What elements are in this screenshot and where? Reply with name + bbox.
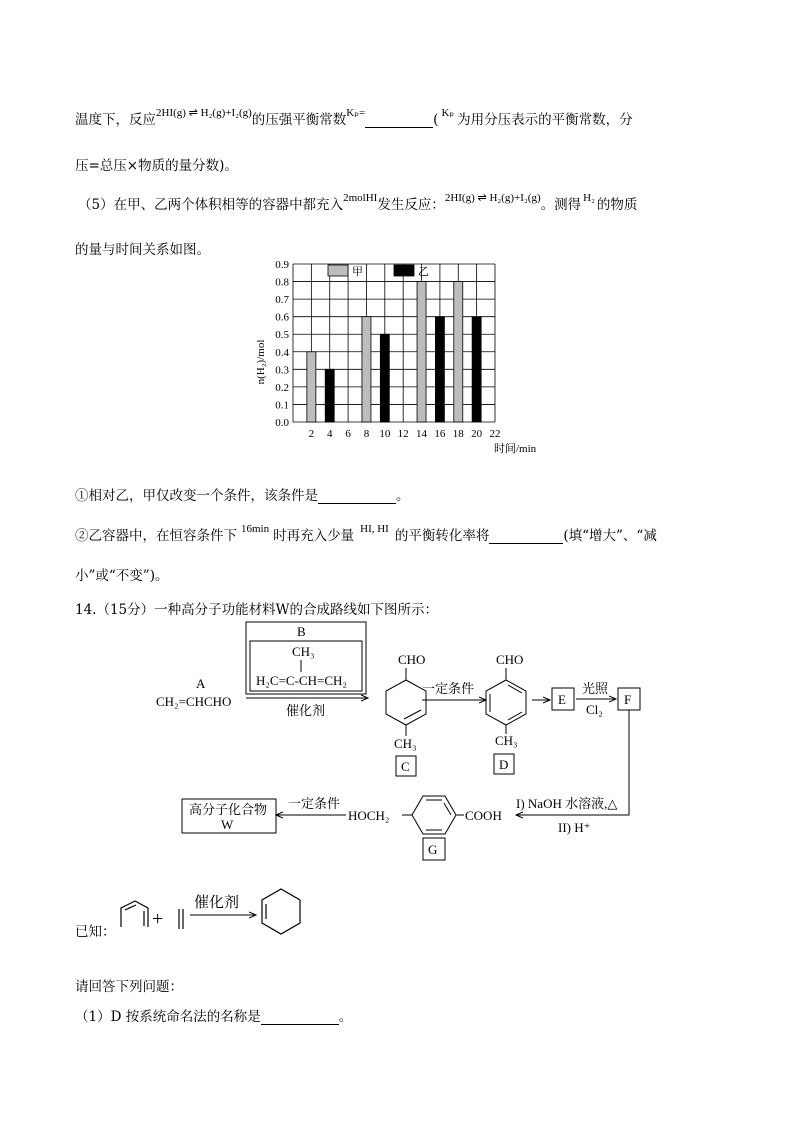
q13-sub2-line2: 小”或“不变”)。 <box>75 568 169 584</box>
bar-乙-4 <box>325 369 334 422</box>
q13-line2: 压=总压×物质的量分数)。 <box>75 158 238 174</box>
compound-c-label: C <box>401 759 410 774</box>
part5-mid: 发生反应： <box>377 197 445 213</box>
y-tick-0: 0.0 <box>275 417 289 429</box>
compound-d-cho: CHO <box>496 652 524 667</box>
legend-swatch-乙 <box>394 265 414 276</box>
compound-g-ring <box>412 796 456 834</box>
x-tick-0: 2 <box>308 428 315 440</box>
synthesis-scheme <box>150 618 650 868</box>
compound-a-label: A <box>196 676 206 691</box>
condition-label-2: 一定条件 <box>288 796 341 811</box>
part5-intro: （5）在甲、乙两个体积相等的容器中都充入 <box>78 197 344 213</box>
compound-b-ch3: CH₃ <box>292 644 315 659</box>
y-tick-5: 0.5 <box>275 329 289 342</box>
compound-g-left: HOCH₂ <box>348 808 390 823</box>
part5-equation: 2HI(g) ⇌ H₂(g)+I₂(g) <box>444 192 541 204</box>
part5-after: 。测得 <box>540 197 582 213</box>
chart-grid <box>293 264 495 422</box>
sub1-end: 。 <box>396 488 410 504</box>
q13-sub2 <box>75 524 657 544</box>
sub1-text: ①相对乙，甲仅改变一个条件，该条件是 <box>75 488 318 504</box>
sub2-options: (填“增大”、“减 <box>563 528 657 544</box>
bar-甲-2 <box>307 352 316 422</box>
x-tick-3: 8 <box>363 428 370 440</box>
y-tick-3: 0.3 <box>275 364 289 377</box>
compound-w-line2: W <box>221 817 234 832</box>
compound-d-double-1 <box>508 685 522 693</box>
compound-g-label: G <box>428 842 438 857</box>
q13-line1-mid: 的压强平衡常数 <box>251 112 347 128</box>
x-tick-1: 4 <box>326 428 333 440</box>
known-label: 已知： <box>75 924 116 940</box>
catalyst-label: 催化剂 <box>286 703 326 718</box>
answer-blank-name[interactable] <box>261 1010 339 1025</box>
known-catalyst: 催化剂 <box>194 895 240 911</box>
bar-乙-20 <box>472 317 481 422</box>
chart-legend <box>328 265 429 278</box>
part5-amount: 2molHI <box>343 192 378 204</box>
x-tick-10: 22 <box>489 428 501 440</box>
chart-y-ticks <box>275 259 289 429</box>
q13-line1 <box>75 108 633 128</box>
compound-a-formula: CH₂=CHCHO <box>156 694 232 709</box>
x-tick-7: 16 <box>434 428 446 440</box>
y-tick-1: 0.1 <box>275 399 289 412</box>
y-tick-2: 0.2 <box>275 381 289 394</box>
y-tick-8: 0.8 <box>275 276 289 289</box>
legend-swatch-甲 <box>328 265 348 276</box>
sub2-tail: 的平衡转化率将 <box>394 528 490 544</box>
y-tick-9: 0.9 <box>275 259 289 271</box>
sub2-mid: 时再充入少量 <box>273 528 355 544</box>
x-tick-5: 12 <box>397 428 409 440</box>
y-tick-7: 0.7 <box>275 294 289 307</box>
q14-sub1 <box>75 1005 352 1025</box>
bar-甲-18 <box>454 282 463 422</box>
q13-line1-equation: 2HI(g) ⇌ H₂(g)+I₂(g) <box>156 107 252 119</box>
compound-b-formula: H₂C=C-CH=CH₂ <box>256 673 347 688</box>
h2-amount-bar-chart <box>248 252 548 457</box>
chart-x-ticks <box>309 428 501 440</box>
compound-c-cho: CHO <box>398 652 426 667</box>
part5-tail: 的物质 <box>596 197 638 213</box>
answer-blank-kp[interactable] <box>365 113 433 128</box>
bar-乙-16 <box>435 317 444 422</box>
cyclohexene-ring <box>262 889 300 934</box>
compound-d-double-2 <box>508 712 522 720</box>
bar-乙-10 <box>380 334 389 422</box>
kp-symbol-2: Kₚ <box>441 107 455 119</box>
q13-line1-suffix: 为用分压表示的平衡常数，分 <box>457 112 633 128</box>
compound-f-label: F <box>624 692 632 707</box>
q14-sub1-text: （1）D 按系统命名法的名称是 <box>75 1009 261 1025</box>
compound-b-label: B <box>297 624 306 639</box>
condition-label-1: 一定条件 <box>422 681 475 696</box>
q14-sub1-end: 。 <box>338 1009 353 1025</box>
bar-甲-14 <box>417 282 426 422</box>
compound-d-ring <box>486 680 526 725</box>
known-reaction <box>110 875 310 945</box>
q13-part5-line2: 的量与时间关系如图。 <box>75 242 210 258</box>
q13-sub1 <box>75 484 410 504</box>
answer-intro: 请回答下列问题： <box>75 979 183 995</box>
x-tick-4: 10 <box>379 428 391 440</box>
answer-blank-conversion[interactable] <box>489 529 563 544</box>
cl2-label: Cl₂ <box>586 702 603 717</box>
sub2-time: 16min <box>241 523 270 535</box>
sub2-prefix: ②乙容器中，在恒容条件下 <box>75 528 237 544</box>
light-label: 光照 <box>582 681 609 696</box>
compound-w-line1: 高分子化合物 <box>189 802 268 817</box>
plus-sign: + <box>152 908 164 930</box>
q13-part5-line1 <box>78 193 637 213</box>
x-tick-6: 14 <box>416 428 428 440</box>
compound-g-right: COOH <box>465 808 502 823</box>
q13-line1-paren: ( <box>433 112 439 128</box>
naoh-condition: I) NaOH 水溶液,△ <box>516 796 618 811</box>
acid-condition: II) H⁺ <box>558 820 591 835</box>
chart-x-axis-label: 时间/min <box>494 443 537 455</box>
answer-blank-condition[interactable] <box>318 489 396 504</box>
q13-line1-prefix: 温度下，反应 <box>75 112 156 128</box>
x-tick-9: 20 <box>471 428 483 440</box>
legend-label-乙: 乙 <box>418 266 429 278</box>
sub2-hi: HI, HI <box>360 523 389 535</box>
y-tick-4: 0.4 <box>275 346 289 359</box>
x-tick-8: 18 <box>452 428 464 440</box>
x-tick-2: 6 <box>345 428 351 440</box>
legend-label-甲: 甲 <box>352 266 363 278</box>
y-tick-6: 0.6 <box>275 311 289 324</box>
compound-d-ch3: CH₃ <box>495 733 518 748</box>
chart-y-axis-label: n(H₂)/mol <box>255 339 267 385</box>
compound-c-ch3: CH₃ <box>394 736 417 751</box>
bar-甲-8 <box>362 317 371 422</box>
compound-e-label: E <box>558 692 566 707</box>
kp-symbol: Kₚ= <box>346 107 366 119</box>
part5-h2: H₂ <box>583 192 595 204</box>
compound-d-label: D <box>499 757 509 772</box>
q14-title: 14.（15分）一种高分子功能材料W的合成路线如下图所示： <box>75 602 439 618</box>
